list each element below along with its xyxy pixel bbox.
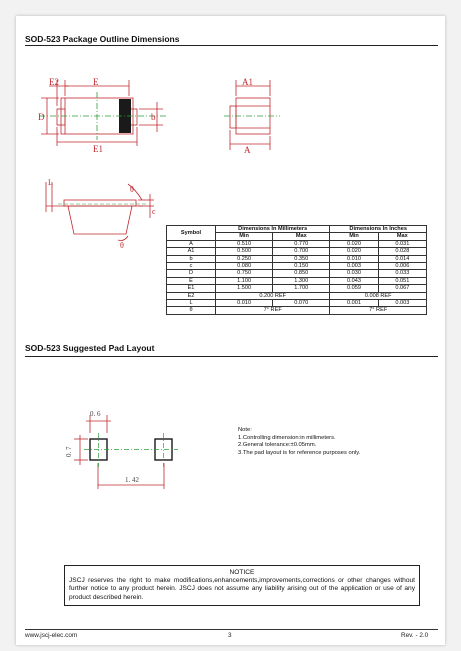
label-d: D bbox=[38, 112, 45, 122]
profile-drawing bbox=[38, 178, 163, 248]
pad-layout-drawing bbox=[60, 405, 180, 495]
label-a: A bbox=[244, 145, 251, 155]
label-theta-bottom: θ bbox=[120, 241, 124, 250]
label-l: L bbox=[48, 178, 53, 187]
label-e1: E1 bbox=[93, 144, 103, 154]
label-theta-top: θ bbox=[130, 185, 134, 194]
table-row: L 0.010 0.070 0.001 0.003 bbox=[167, 300, 427, 307]
pad-width-label: 0. 6 bbox=[90, 410, 101, 418]
notes-title: Note: bbox=[238, 427, 252, 433]
table-row: b 0.250 0.350 0.010 0.014 bbox=[167, 255, 427, 262]
footer-page-number: 3 bbox=[228, 632, 232, 639]
pad-section-rule bbox=[25, 356, 438, 357]
label-c: c bbox=[152, 207, 156, 216]
note-line-1: 1.Controlling dimension:in millimeters. bbox=[238, 434, 336, 441]
in-min-header: Min bbox=[330, 233, 378, 240]
pad-pitch-label: 1. 42 bbox=[125, 476, 139, 484]
label-e2: E2 bbox=[49, 77, 59, 87]
table-row: A1 0.500 0.700 0.020 0.028 bbox=[167, 248, 427, 255]
dimensions-table bbox=[166, 225, 427, 315]
table-row: D 0.750 0.850 0.030 0.033 bbox=[167, 270, 427, 277]
symbol-header: Symbol bbox=[167, 226, 216, 241]
table-row: E 1.100 1.300 0.043 0.051 bbox=[167, 277, 427, 284]
note-line-2: 2.General tolerance:±0.05mm. bbox=[238, 442, 317, 449]
label-e: E bbox=[93, 77, 99, 87]
table-row: E1 1.500 1.700 0.059 0.067 bbox=[167, 285, 427, 292]
label-a1: A1 bbox=[242, 77, 253, 87]
table-row: A 0.510 0.770 0.020 0.031 bbox=[167, 240, 427, 247]
table-row: θ 7° REF 7° REF bbox=[167, 307, 427, 314]
table-row: E2 0.200 REF 0.008 REF bbox=[167, 292, 427, 299]
footer-rule bbox=[25, 629, 438, 630]
mm-min-header: Min bbox=[216, 233, 273, 240]
pad-section-title: SOD-523 Suggested Pad Layout bbox=[25, 343, 155, 353]
label-b: b bbox=[151, 112, 156, 122]
notice-box bbox=[64, 565, 420, 606]
top-view-drawing bbox=[35, 78, 175, 153]
pad-height-label: 0. 7 bbox=[65, 446, 73, 457]
outline-section-title: SOD-523 Package Outline Dimensions bbox=[25, 34, 180, 44]
mm-max-header: Max bbox=[273, 233, 330, 240]
side-view-drawing bbox=[224, 78, 284, 153]
mm-header: Dimensions In Millimeters bbox=[216, 226, 330, 233]
notice-body: JSCJ reserves the right to make modifications,enhancements,improvements,corrections or other changes without further notice to any product herein. JSCJ does not assume any liability arising out of the application or use of any product described herein. bbox=[69, 577, 415, 601]
footer-website[interactable]: www.jscj-elec.com bbox=[25, 632, 78, 639]
notice-title: NOTICE bbox=[229, 569, 255, 576]
table-row: c 0.080 0.150 0.003 0.006 bbox=[167, 263, 427, 270]
notes-block bbox=[238, 427, 360, 457]
note-line-3: 3.The pad layout is for reference purposes only. bbox=[238, 449, 361, 456]
footer-revision: Rev. - 2.0 bbox=[401, 632, 429, 639]
in-max-header: Max bbox=[378, 233, 426, 240]
inch-header: Dimensions In Inches bbox=[330, 226, 427, 233]
outline-section-rule bbox=[25, 45, 438, 46]
